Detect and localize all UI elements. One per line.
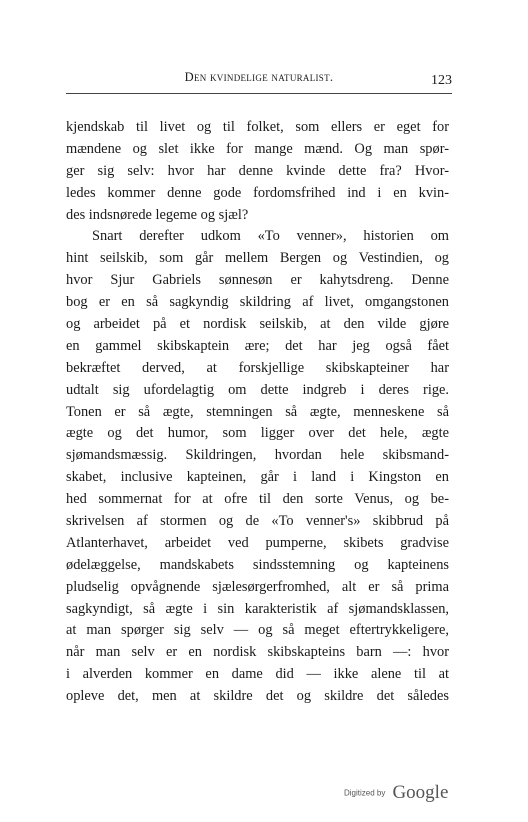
text-line: Atlanterhavet, arbeidet ved pumperne, skibets gradvise [66,534,449,551]
text-line: Tonen er så ægte, stemningen så ægte, menneskene så [66,403,449,420]
text-line: i alverden kommer en dame did — ikke alene til at [66,666,449,683]
page-number: 123 [431,73,452,88]
text-line: udtalt sig ufordelagtig om dette indgreb i deres rige. [66,381,449,398]
text-line: des indsnørede legeme og sjæl? [66,206,249,223]
text-line: bog er en så sagkyndig skildring af livet, omgangstonen [66,294,449,311]
text-line: hvor Sjur Gabriels sønnesøn er kahytsdreng. Denne [66,272,449,289]
text-line: hed sommernat for at ofre til den sorte Venus, og be- [66,491,449,508]
text-line: opleve det, men at skildre det og skildre det således [66,688,449,705]
text-line: mændene og slet ikke for mange mænd. Og man spør- [66,140,449,157]
digitized-watermark [344,782,448,806]
text-line: at man spørger sig selv — og så meget eftertrykkeligere, [66,622,449,639]
text-line: ledes kommer denne gode fordomsfrihed ind i en kvin- [66,184,449,201]
text-line: sjømandsmæssig. Skildringen, hvordan hele skibsmand- [66,447,449,464]
text-line: skrivelsen af stormen og de «To venner's» skibbrud på [66,513,449,530]
digitized-prefix: Digitized by [344,788,386,798]
text-line: ægte og det humor, som ligger over det hele, ægte [66,425,449,442]
header-rule [66,93,452,94]
text-line: bekræftet derved, at forskjellige skibskapteiner har [66,359,449,376]
text-line: og arbeidet på et nordisk seilskib, at den vilde gjøre [66,316,449,333]
running-title: Den kvindelige naturalist. [184,70,334,84]
google-logo: Google [392,782,449,803]
text-line: ger sig selv: hvor har denne kvinde dette fra? Hvor- [66,162,449,179]
text-line: hint seilskib, som går mellem Bergen og Vestindien, og [66,250,449,267]
text-line: når man selv er en nordisk skibskapteins barn —: hvor [66,644,449,661]
text-line: kjendskab til livet og til folket, som ellers er eget for [66,119,449,135]
page-header [66,60,452,96]
text-line: skabet, inclusive kapteinen, går i land i Kingston en [66,469,449,486]
text-line: en gammel skibskaptein ære; det har jeg også fået [66,337,449,354]
text-line: sagkyndigt, så ægte i sin karakteristik af sjømandsklassen, [66,600,449,617]
body-text [66,117,449,708]
text-line: Snart derefter udkom «To venner», historien om [92,228,449,245]
text-line: ødelæggelse, mandskabets sindsstemning og kapteinens [66,556,449,573]
text-line: pludselig opvågnende sjælesørgerfromhed, alt er så prima [66,578,449,595]
